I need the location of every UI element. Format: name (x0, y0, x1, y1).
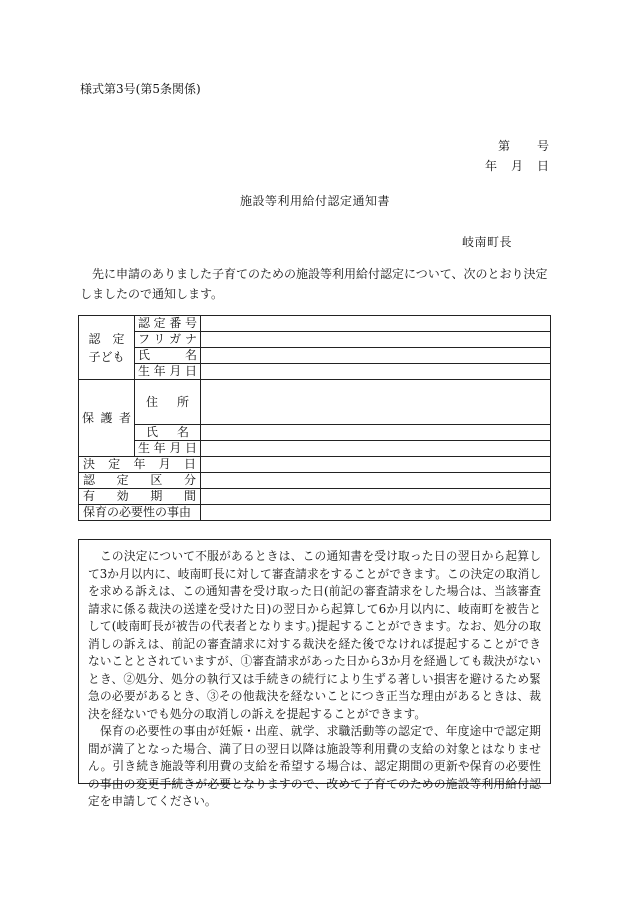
intro-paragraph: 先に申請のありました子育てのための施設等利用給付認定について、次のとおり決定しましたので通知します。 (80, 267, 548, 301)
child-group-label (79, 316, 135, 380)
necessity-row-label (79, 505, 201, 521)
decision-row-label (79, 489, 201, 505)
validity-period-field[interactable] (201, 489, 551, 505)
child-row-text: フリガナ (138, 332, 197, 346)
decision-date-field[interactable] (201, 457, 551, 473)
child-row-text: 氏名 (138, 348, 197, 362)
appeal-notice-box (78, 539, 551, 808)
necessity-row-text: 保育の必要性の事由 (83, 505, 192, 519)
guardian-row-text: 住所 (146, 394, 189, 409)
decision-row-text: 決定年月日 (83, 457, 196, 471)
guardian-row-text: 生年月日 (138, 441, 197, 455)
guardian-row-label (135, 441, 201, 457)
renewal-notice-paragraph: 保育の必要性の事由が妊娠・出産、就学、求職活動等の認定で、年度途中で認定期間が満了となった場合、満了日の翌日以降は施設等利用費の支給の対象とはなりません。引き続き施設等利用費の支給を希望する場合は、認定期間の更新や保育の必要性の事由の変更手続きが必要となりますので、改めて子育てのための施設等利用給付認定を申請してください。 (88, 724, 541, 808)
child-row-label (135, 364, 201, 380)
child-row-value-field[interactable] (201, 316, 551, 332)
child-row-value-field[interactable] (201, 364, 551, 380)
child-row-text: 生年月日 (138, 364, 197, 378)
child-group-text: 認 定 子ども (88, 331, 125, 364)
decision-row-label (79, 457, 201, 473)
certification-category-field[interactable] (201, 473, 551, 489)
document-number-line: 第 号 (497, 139, 550, 153)
child-row-value-field[interactable] (201, 348, 551, 364)
decision-row-text: 認定区分 (83, 473, 196, 487)
issuer-name: 岐南町長 (461, 235, 512, 249)
child-row-label (135, 332, 201, 348)
guardian-row-value-field[interactable] (201, 425, 551, 441)
necessity-reason-field[interactable] (201, 505, 551, 521)
guardian-group-label (79, 380, 135, 457)
appeal-notice-paragraph: この決定について不服があるときは、この通知書を受け取った日の翌日から起算して3か月以内に、岐南町長に対して審査請求をすることができます。この決定の取消しを求める訴えは、この通知書を受け取った日(前記の審査請求をした場合は、当該審査請求に係る裁決の送達を受けた日)の翌日から起算して6か月以内に、岐南町を被告として(岐南町長が被告の代表者となります。)提起することができます。なお、処分の取消しの訴えは、前記の審査請求に対する裁決を経た後でなければ提起することができないこととされていますが、①審査請求があった日から3か月を経過しても裁決がないとき、②処分、処分の執行又は手続きの続行により生ずる著しい損害を避けるため緊急の必要があるとき、③その他裁決を経ないことにつき正当な理由があるときは、裁決を経ないでも処分の取消しの訴えを提起することができます。 (88, 549, 541, 721)
form-number-label: 様式第3号(第5条関係) (80, 82, 201, 96)
guardian-address-field[interactable] (201, 380, 551, 425)
child-row-value-field[interactable] (201, 332, 551, 348)
guardian-row-value-field[interactable] (201, 441, 551, 457)
child-row-text: 認定番号 (138, 316, 197, 330)
guardian-row-label (135, 425, 201, 441)
document-date-line: 年 月 日 (484, 159, 550, 173)
decision-row-text: 有効期間 (83, 489, 196, 503)
decision-row-label (79, 473, 201, 489)
certification-info-table (78, 315, 551, 521)
child-row-label (135, 348, 201, 364)
guardian-row-text: 氏名 (146, 425, 189, 439)
document-title: 施設等利用給付認定通知書 (239, 194, 390, 208)
guardian-group-text: 保護者 (82, 411, 131, 425)
child-row-label (135, 316, 201, 332)
guardian-row-label (135, 380, 201, 425)
